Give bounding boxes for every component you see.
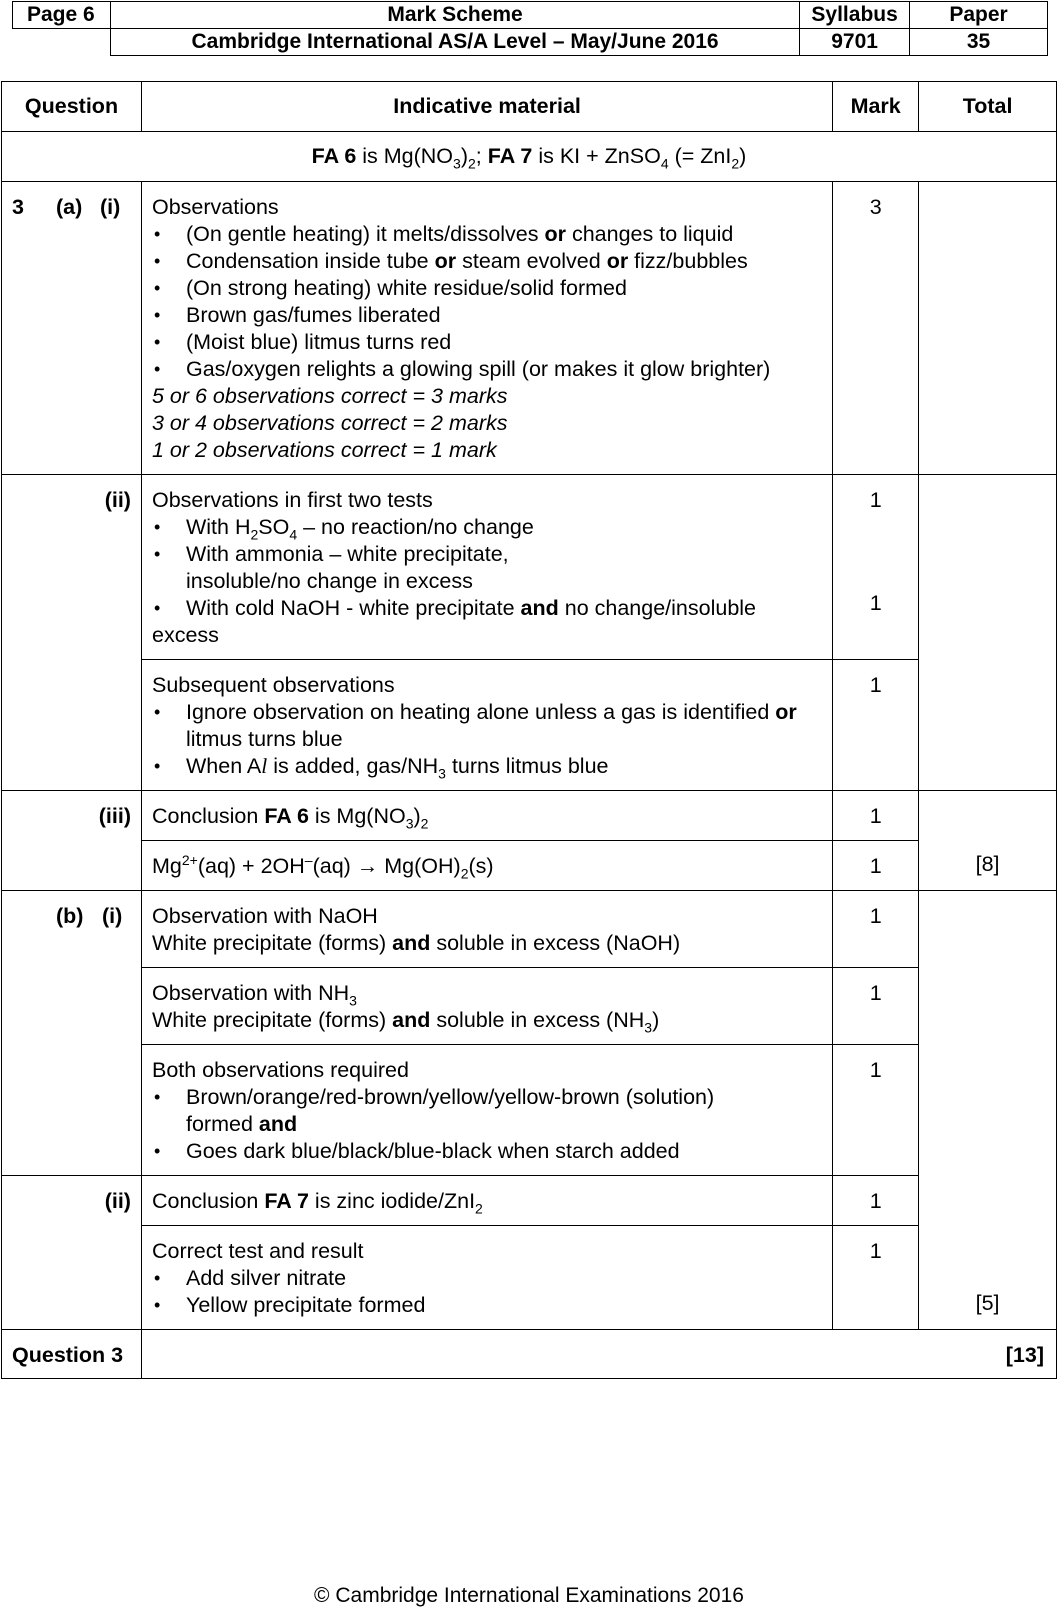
mark-value: 1 <box>833 660 919 791</box>
page-number: Page 6 <box>13 2 111 29</box>
row-3a-ii-subsequent <box>2 660 1057 791</box>
col-total: Total <box>919 82 1057 132</box>
row-3a-ii <box>2 475 1057 660</box>
col-question: Question <box>2 82 142 132</box>
total-cell <box>919 182 1057 475</box>
syllabus-label: Syllabus <box>800 2 910 29</box>
intro-row <box>2 132 1057 182</box>
list-item: • With $H_2SO_4$ – no reaction/no change <box>152 514 822 541</box>
col-mark: Mark <box>833 82 919 132</box>
list-item: • Add silver nitrate <box>152 1265 822 1292</box>
marking-rule: 5 or 6 observations correct = 3 marks <box>151 384 508 408</box>
conclusion-fa6: Conclusion FA 6 is $Mg(NO_3)_2$ <box>141 791 832 841</box>
row-3b-i <box>2 891 1057 968</box>
observations-first-tests: Observations in first two tests • With $H_2SO_4$ – no reaction/no change • With ammonia – white precipitate, insoluble/no change in excess • With cold NaOH - white precipitate and no change/insoluble excess <box>141 475 832 660</box>
question-total-value: [13] <box>141 1330 1056 1379</box>
marking-rule: 1 or 2 observations correct = 1 mark <box>151 438 497 462</box>
question-label: (ii) <box>2 475 142 791</box>
question-total-label: Question 3 <box>2 1330 142 1379</box>
footer-copyright: © Cambridge International Examinations 2016 <box>314 1584 744 1607</box>
col-material: Indicative material <box>141 82 832 132</box>
row-3b-ii <box>2 1176 1057 1226</box>
paper-number: 35 <box>910 29 1048 56</box>
exam-title: Cambridge International AS/A Level – May/June 2016 <box>110 29 799 56</box>
row-3a-i <box>2 182 1057 475</box>
observation-nh3: Observation with $NH_3$ White precipitate (forms) and soluble in excess $(NH_3)$ <box>141 968 832 1045</box>
mark-value: 1 <box>833 1176 919 1226</box>
observation-naoh: Observation with NaOH White precipitate (forms) and soluble in excess (NaOH) <box>141 891 832 968</box>
ionic-equation: $Mg^{2+}(aq) + 2OH^-(aq) \to Mg(OH)_2(s)$ <box>141 841 832 891</box>
list-item: • Goes dark blue/black/blue-black when starch added <box>152 1138 822 1165</box>
list-item: • (Moist blue) litmus turns red <box>152 329 822 356</box>
mark-value: 1 <box>833 891 919 968</box>
list-item: • (On gentle heating) it melts/dissolves or changes to liquid <box>152 221 822 248</box>
mark-value: 1 <box>833 1226 919 1330</box>
list-item: • Brown gas/fumes liberated <box>152 302 822 329</box>
mark-value: 1 <box>833 1045 919 1176</box>
row-question-total <box>2 1330 1057 1379</box>
mark-scheme-table <box>1 81 1057 1379</box>
row-3b-ii-test <box>2 1226 1057 1330</box>
section-total: [8] <box>919 791 1057 891</box>
question-label: (b) (i) <box>2 891 142 1176</box>
substance-identity: FA 6 is $Mg(NO_3)_2$; FA 7 is KI + ZnSO$_4$ (= ZnI$_2$) <box>2 132 1057 182</box>
question-label: (iii) <box>2 791 142 891</box>
list-item: • Ignore observation on heating alone unless a gas is identified or litmus turns blue <box>152 699 822 753</box>
column-headers <box>2 82 1057 132</box>
observations-3a-i: Observations • (On gentle heating) it melts/dissolves or changes to liquid • Condensation inside tube or steam evolved or fizz/bubbles • (On strong heating) white residue/solid formed • Brown gas/fumes liberated • (Moist blue) litmus turns red • Gas/oxygen relights a glowing spill (or makes it glow brighter) 5 or 6 observations correct = 3 marks 3 or 4 observations correct = 2 marks 1 or 2 observations correct = 1 mark <box>141 182 832 475</box>
document-type: Mark Scheme <box>110 2 799 29</box>
correct-test: Correct test and result • Add silver nitrate • Yellow precipitate formed <box>141 1226 832 1330</box>
both-observations: Both observations required • Brown/orange/red-brown/yellow/yellow-brown (solution) formed and • Goes dark blue/black/blue-black when starch added <box>141 1045 832 1176</box>
marking-rule: 3 or 4 observations correct = 2 marks <box>151 411 508 435</box>
question-label: 3 (a) (i) <box>2 182 142 475</box>
mark-value: 3 <box>833 182 919 475</box>
list-item: • When Al is added, gas/$NH_3$ turns litmus blue <box>152 753 822 780</box>
header-blank <box>13 29 111 56</box>
conclusion-fa7: Conclusion FA 7 is zinc iodide/ZnI$_2$ <box>141 1176 832 1226</box>
row-3b-i-both <box>2 1045 1057 1176</box>
list-item: • Yellow precipitate formed <box>152 1292 822 1319</box>
row-3a-iii-equation <box>2 841 1057 891</box>
mark-value: 1 1 <box>833 475 919 660</box>
mark-value: 1 <box>833 791 919 841</box>
mark-value: 1 <box>833 841 919 891</box>
question-label: (ii) <box>2 1176 142 1330</box>
row-3a-iii <box>2 791 1057 841</box>
header-table <box>12 1 1048 56</box>
total-cell <box>919 475 1057 791</box>
row-3b-i-nh3 <box>2 968 1057 1045</box>
list-item: • With cold NaOH - white precipitate and no change/insoluble <box>152 595 822 622</box>
syllabus-code: 9701 <box>800 29 910 56</box>
mark-value: 1 <box>833 968 919 1045</box>
list-item: • Gas/oxygen relights a glowing spill (or makes it glow brighter) <box>152 356 822 383</box>
list-item: • Brown/orange/red-brown/yellow/yellow-brown (solution) formed and <box>152 1084 822 1138</box>
list-item: • With ammonia – white precipitate, insoluble/no change in excess <box>152 541 822 595</box>
section-total: [5] <box>919 891 1057 1330</box>
paper-label: Paper <box>910 2 1048 29</box>
list-item: • Condensation inside tube or steam evolved or fizz/bubbles <box>152 248 822 275</box>
subsequent-observations: Subsequent observations • Ignore observation on heating alone unless a gas is identified or litmus turns blue • When Al is added, gas/$NH_3$ turns litmus blue <box>141 660 832 791</box>
list-item: • (On strong heating) white residue/solid formed <box>152 275 822 302</box>
